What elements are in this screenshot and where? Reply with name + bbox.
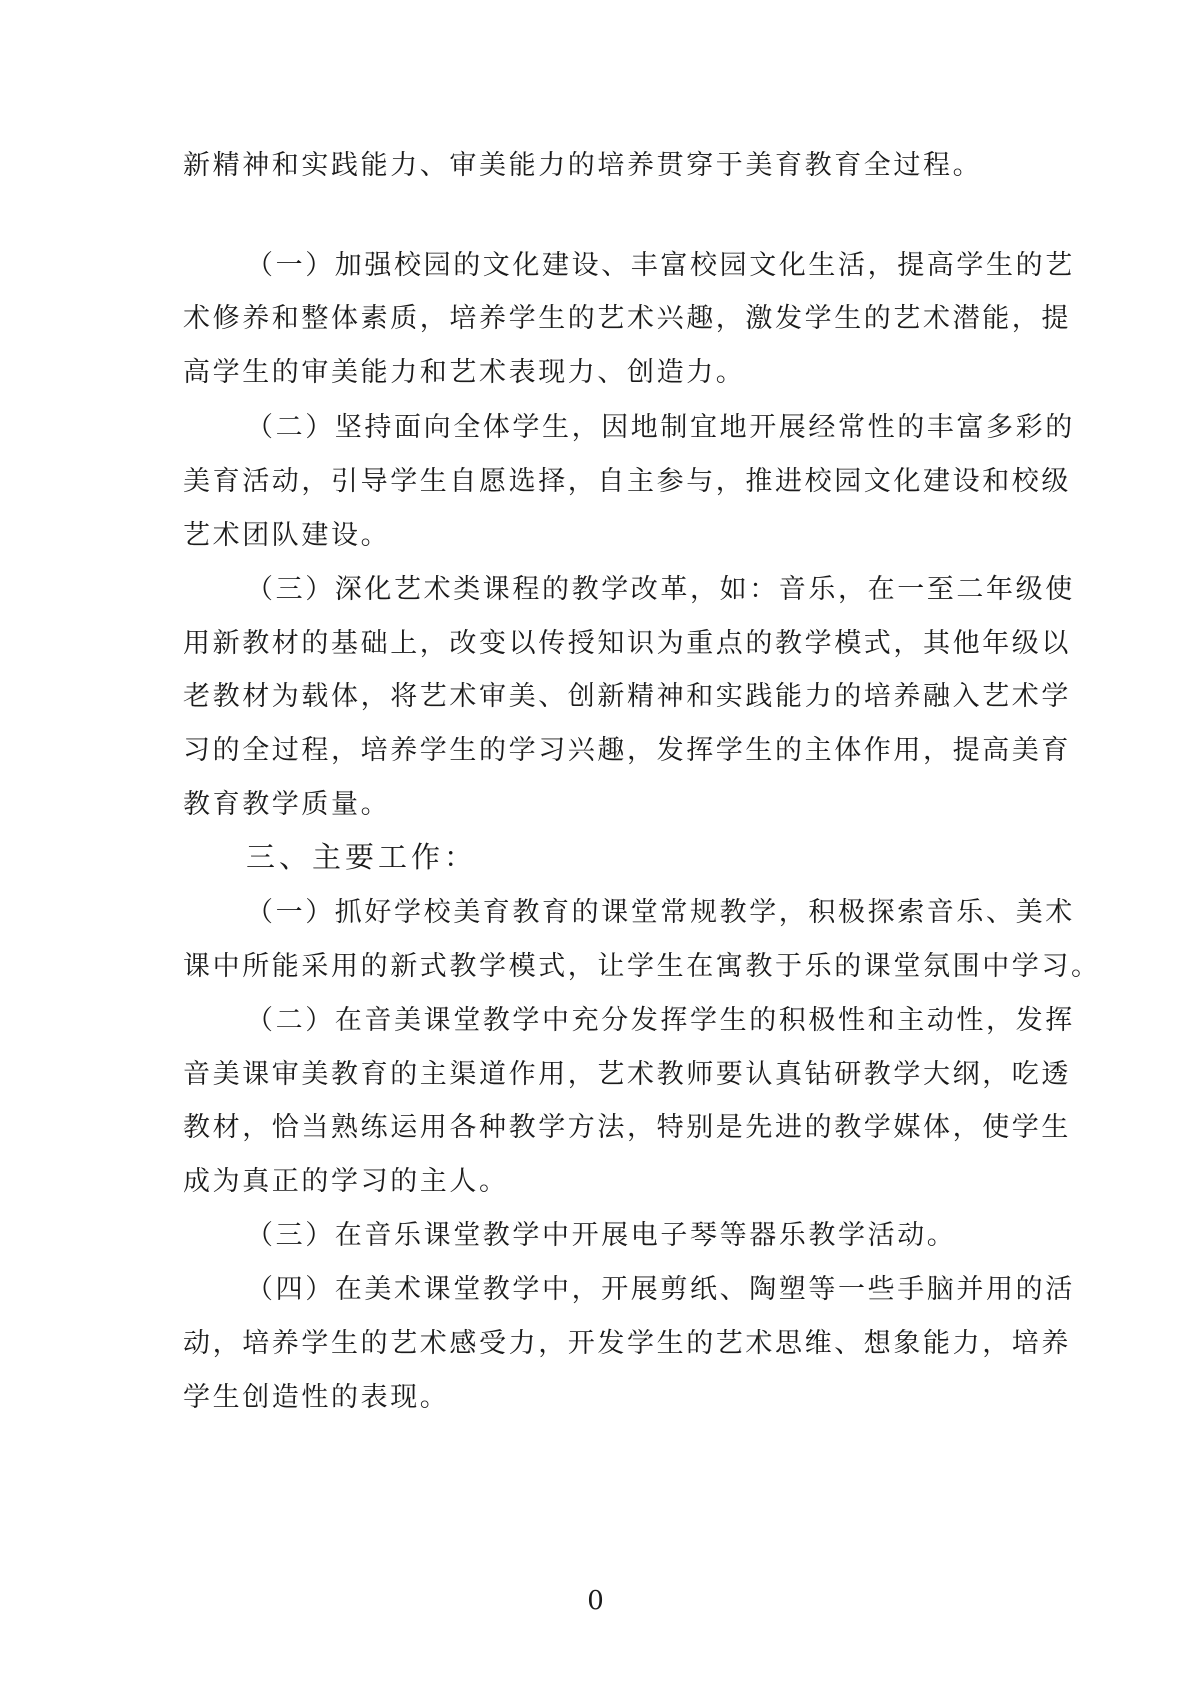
work-item-4-line-1: （四）在美术课堂教学中，开展剪纸、陶塑等一些手脑并用的活 bbox=[246, 1274, 1075, 1305]
work-item-4-line-2: 动，培养学生的艺术感受力，开发学生的艺术思维、想象能力，培养 bbox=[183, 1328, 1071, 1359]
paragraph-2-line-3: 艺术团队建设。 bbox=[183, 520, 391, 551]
paragraph-2-line-2: 美育活动，引导学生自愿选择，自主参与，推进校园文化建设和校级 bbox=[183, 466, 1071, 497]
work-item-2-line-2: 音美课审美教育的主渠道作用，艺术教师要认真钻研教学大纲，吃透 bbox=[183, 1059, 1071, 1090]
paragraph-1-line-3: 高学生的审美能力和艺术表现力、创造力。 bbox=[183, 357, 746, 388]
section-heading: 三、主要工作： bbox=[246, 840, 478, 874]
work-item-1-line-1: （一）抓好学校美育教育的课堂常规教学，积极探索音乐、美术 bbox=[246, 897, 1075, 928]
paragraph-2-line-1: （二）坚持面向全体学生，因地制宜地开展经常性的丰富多彩的 bbox=[246, 412, 1075, 443]
paragraph-3-line-1: （三）深化艺术类课程的教学改革，如：音乐，在一至二年级使 bbox=[246, 574, 1075, 605]
paragraph-3-line-4: 习的全过程，培养学生的学习兴趣，发挥学生的主体作用，提高美育 bbox=[183, 735, 1071, 766]
paragraph-1-line-1: （一）加强校园的文化建设、丰富校园文化生活，提高学生的艺 bbox=[246, 250, 1075, 281]
work-item-2-line-4: 成为真正的学习的主人。 bbox=[183, 1166, 509, 1197]
paragraph-3-line-5: 教育教学质量。 bbox=[183, 789, 391, 820]
page-number: 0 bbox=[587, 1586, 604, 1616]
work-item-2-line-1: （二）在音美课堂教学中充分发挥学生的积极性和主动性，发挥 bbox=[246, 1005, 1075, 1036]
work-item-2-line-3: 教材，恰当熟练运用各种教学方法，特别是先进的教学媒体，使学生 bbox=[183, 1112, 1071, 1143]
paragraph-1-line-2: 术修养和整体素质，培养学生的艺术兴趣，激发学生的艺术潜能，提 bbox=[183, 303, 1071, 334]
text-line-continuation: 新精神和实践能力、审美能力的培养贯穿于美育教育全过程。 bbox=[183, 150, 983, 181]
paragraph-3-line-2: 用新教材的基础上，改变以传授知识为重点的教学模式，其他年级以 bbox=[183, 628, 1071, 659]
work-item-3-line-1: （三）在音乐课堂教学中开展电子琴等器乐教学活动。 bbox=[246, 1220, 957, 1251]
paragraph-3-line-3: 老教材为载体，将艺术审美、创新精神和实践能力的培养融入艺术学 bbox=[183, 681, 1071, 712]
work-item-4-line-3: 学生创造性的表现。 bbox=[183, 1382, 450, 1413]
work-item-1-line-2: 课中所能采用的新式教学模式，让学生在寓教于乐的课堂氛围中学习。 bbox=[183, 951, 1101, 982]
